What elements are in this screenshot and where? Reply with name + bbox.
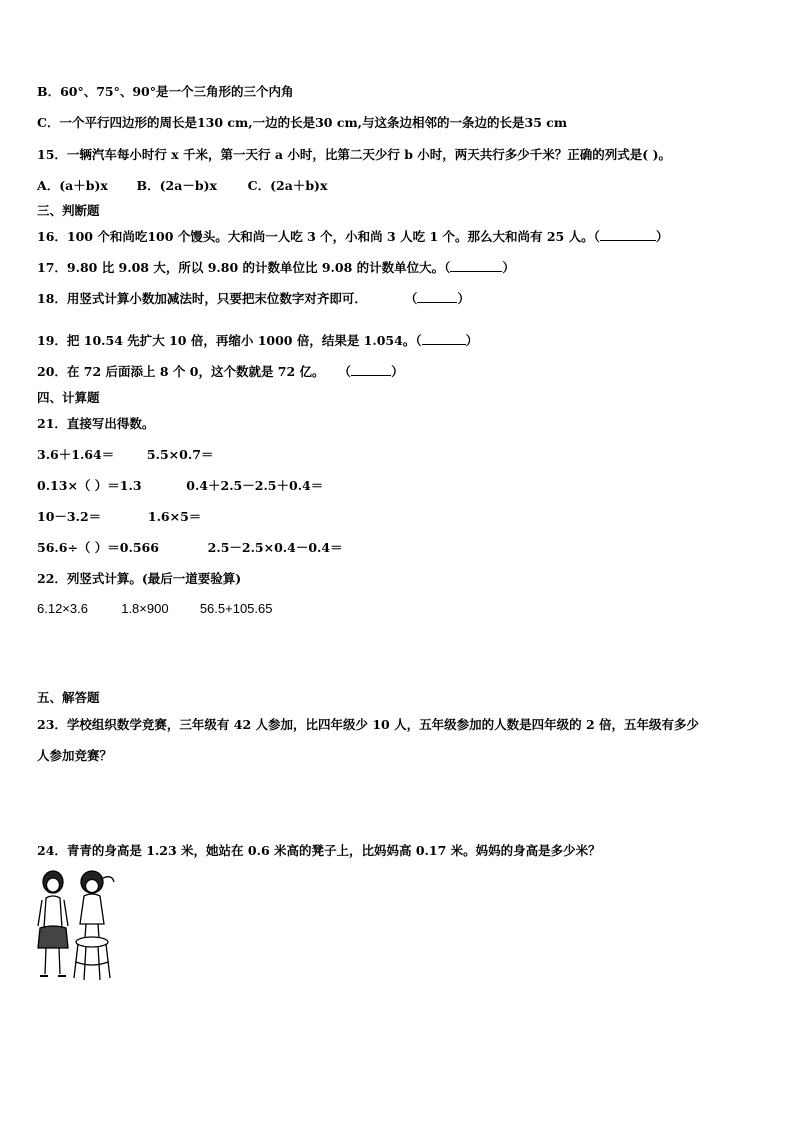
calc-item: 0.4＋2.5－2.5＋0.4＝	[186, 478, 324, 493]
q18-close: ）	[457, 291, 470, 306]
calc-item: 1.6×5＝	[147, 509, 202, 524]
section-4-heading: 四、计算题	[37, 390, 100, 405]
calc-item: 0.13×（ ）＝1.3	[37, 478, 142, 493]
section-3-heading: 三、判断题	[37, 203, 100, 218]
answer-blank[interactable]	[351, 364, 391, 376]
question-16	[37, 229, 668, 245]
calc-row	[37, 478, 323, 494]
q15-option-c: C．(2a＋b)x	[247, 178, 328, 193]
calc-item: 2.5－2.5×0.4－0.4＝	[207, 540, 343, 555]
q17-text: 17．9.80 比 9.08 大，所以 9.80 的计数单位比 9.08 的计数单位大。（	[37, 260, 451, 275]
q22-item: 56.5+105.65	[199, 601, 273, 616]
q15-option-b: B．(2a－b)x	[136, 178, 217, 193]
q20-text: 20．在 72 后面添上 8 个 0，这个数就是 72 亿。	[37, 364, 325, 379]
question-18	[37, 291, 470, 307]
question-22: 22．列竖式计算。(最后一道要验算)	[37, 571, 242, 586]
question-17	[37, 260, 515, 276]
mother-and-girl-illustration	[34, 868, 124, 986]
calc-item: 10－3.2＝	[37, 509, 102, 524]
question-21: 21．直接写出得数。	[37, 416, 155, 431]
q22-items	[37, 601, 272, 617]
q17-close: ）	[502, 260, 515, 275]
q22-item: 1.8×900	[121, 601, 169, 616]
q20-close: ）	[391, 364, 404, 379]
answer-blank[interactable]	[450, 260, 502, 272]
calc-item: 56.6÷（ ）＝0.566	[37, 540, 159, 555]
q16-close: ）	[655, 229, 669, 244]
question-15: 15．一辆汽车每小时行 x 千米，第一天行 a 小时，比第二天少行 b 小时，两天共行多少千米？正确的列式是( )。	[37, 147, 671, 162]
question-24: 24．青青的身高是 1.23 米，她站在 0.6 米高的凳子上，比妈妈高 0.17 米。妈妈的身高是多少米？	[37, 843, 601, 858]
calc-row	[37, 447, 213, 463]
q19-text: 19．把 10.54 先扩大 10 倍，再缩小 1000 倍，结果是 1.054。（	[37, 333, 422, 348]
option-c: C．一个平行四边形的周长是130 cm,一边的长是30 cm,与这条边相邻的一条边的长是35 cm	[37, 115, 568, 130]
question-19	[37, 333, 478, 349]
calc-item: 3.6＋1.64＝	[37, 447, 115, 462]
section-5-heading: 五、解答题	[37, 690, 100, 705]
question-20	[37, 364, 404, 380]
q15-option-a: A．(a＋b)x	[37, 178, 108, 193]
q22-item: 6.12×3.6	[37, 601, 88, 616]
answer-blank[interactable]	[600, 229, 656, 241]
question-15-options	[37, 178, 327, 194]
q18-text: 18．用竖式计算小数加减法时，只要把末位数字对齐即可．	[37, 291, 367, 306]
calc-item: 5.5×0.7＝	[146, 447, 214, 462]
calc-row	[37, 540, 343, 556]
answer-blank[interactable]	[422, 333, 466, 345]
q16-text: 16．100 个和尚吃100 个馒头。大和尚一人吃 3 个，小和尚 3 人吃 1 个。那么大和尚有 25 人。（	[37, 229, 600, 244]
answer-blank[interactable]	[417, 291, 457, 303]
q20-open: （	[338, 364, 352, 379]
question-23-line1: 23．学校组织数学竞赛，三年级有 42 人参加，比四年级少 10 人，五年级参加的人数是四年级的 2 倍，五年级有多少	[37, 717, 699, 732]
option-b: B．60°、75°、90°是一个三角形的三个内角	[37, 84, 294, 99]
q19-close: ）	[465, 333, 479, 348]
q18-open: （	[404, 291, 418, 306]
question-23-line2: 人参加竞赛？	[37, 748, 113, 763]
calc-row	[37, 509, 201, 525]
